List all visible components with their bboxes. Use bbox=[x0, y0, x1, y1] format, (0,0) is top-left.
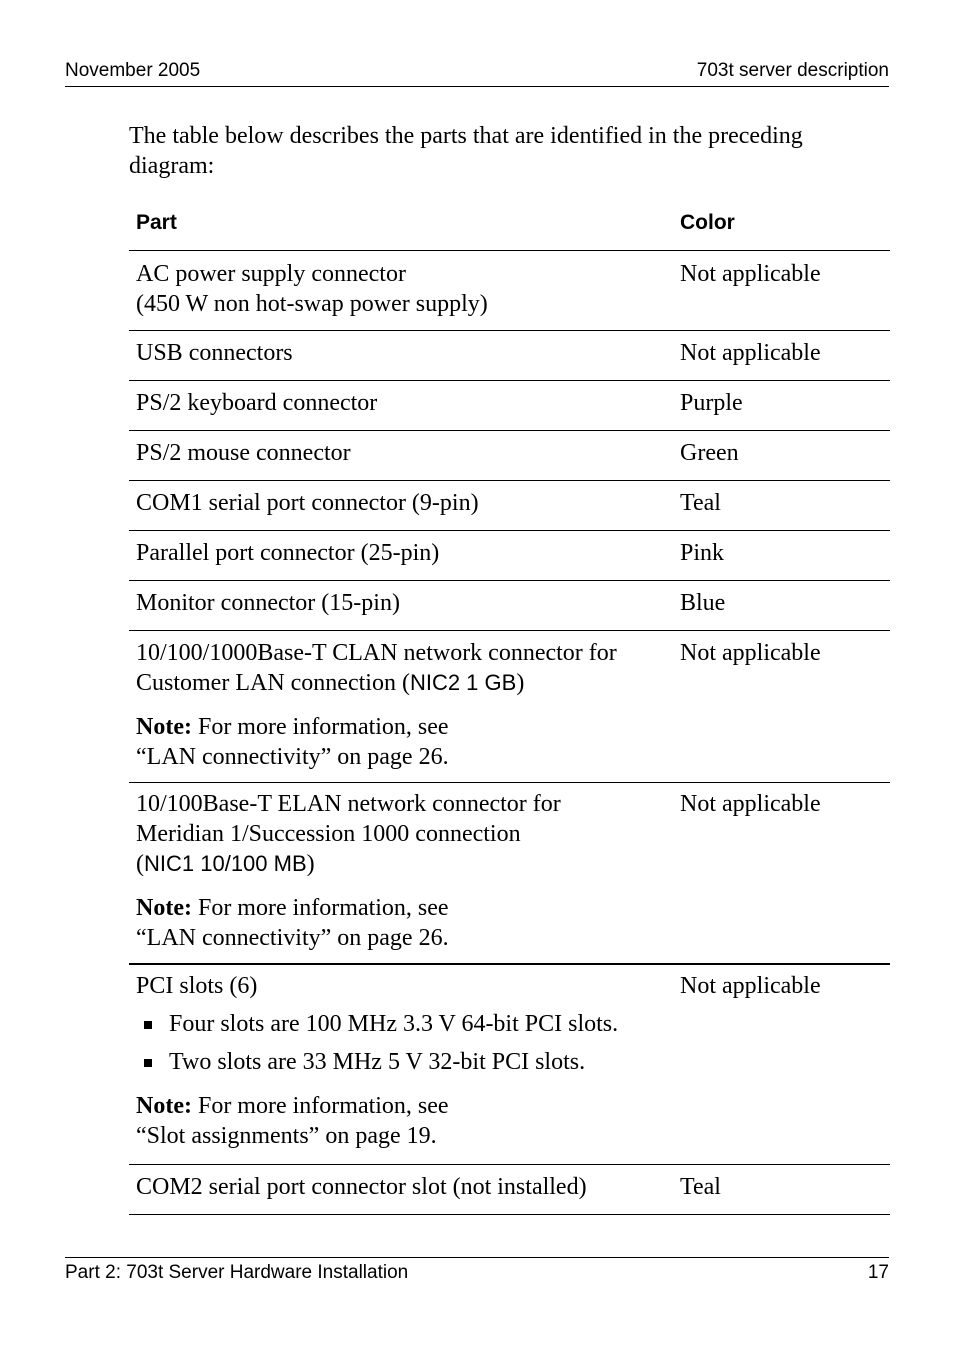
color-cell: Not applicable bbox=[680, 973, 821, 999]
table-row bbox=[129, 431, 890, 481]
part-cell bbox=[136, 971, 671, 1151]
table-row bbox=[129, 965, 890, 1165]
list-item-text: Two slots are 33 MHz 5 V 32-bit PCI slots. bbox=[169, 1049, 586, 1075]
note bbox=[136, 893, 671, 953]
part-cell bbox=[136, 259, 671, 319]
part-text-segment: ) bbox=[306, 851, 315, 877]
list-item bbox=[136, 1047, 671, 1077]
part-text: 10/100Base-T ELAN network connector for bbox=[136, 791, 561, 817]
color-cell: Teal bbox=[680, 1174, 721, 1200]
table-row bbox=[129, 783, 890, 965]
part-cell: USB connectors bbox=[136, 340, 293, 366]
page-header bbox=[65, 58, 889, 87]
header-title: 703t server description bbox=[696, 60, 889, 81]
color-cell: Purple bbox=[680, 390, 743, 416]
part-text-segment: Customer LAN connection ( bbox=[136, 670, 410, 696]
color-cell: Teal bbox=[680, 490, 721, 516]
part-cell bbox=[136, 789, 671, 953]
table-row bbox=[129, 381, 890, 431]
note-text: For more information, see bbox=[191, 895, 449, 921]
color-cell: Not applicable bbox=[680, 791, 821, 817]
list-item-text: Four slots are 100 MHz 3.3 V 64-bit PCI slots. bbox=[169, 1011, 619, 1037]
list-item bbox=[136, 1009, 671, 1039]
part-text: (450 W non hot-swap power supply) bbox=[136, 291, 488, 317]
bullet-square-icon bbox=[144, 1059, 152, 1067]
table-row bbox=[129, 531, 890, 581]
note bbox=[136, 712, 671, 772]
note bbox=[136, 1091, 671, 1151]
header-date: November 2005 bbox=[65, 60, 201, 81]
intro-paragraph: The table below describes the parts that are identified in the preceding diagram: bbox=[129, 123, 803, 179]
part-cell: Parallel port connector (25-pin) bbox=[136, 540, 440, 566]
note-label: Note: bbox=[136, 714, 192, 740]
part-text: PCI slots (6) bbox=[136, 973, 258, 999]
table-header-row bbox=[129, 200, 890, 251]
part-text: Meridian 1/Succession 1000 connection bbox=[136, 821, 521, 847]
part-cell bbox=[136, 638, 671, 772]
part-cell: PS/2 mouse connector bbox=[136, 440, 351, 466]
part-text: 10/100/1000Base-T CLAN network connector for bbox=[136, 640, 617, 666]
parts-table bbox=[129, 200, 890, 1215]
color-cell: Not applicable bbox=[680, 340, 821, 366]
color-cell: Not applicable bbox=[680, 640, 821, 666]
table-row bbox=[129, 581, 890, 631]
page-number: 17 bbox=[867, 1262, 889, 1283]
table-row bbox=[129, 331, 890, 381]
note-reference: “Slot assignments” on page 19. bbox=[136, 1123, 437, 1149]
note-reference: “LAN connectivity” on page 26. bbox=[136, 925, 449, 951]
note-label: Note: bbox=[136, 1093, 192, 1119]
table-row bbox=[129, 631, 890, 783]
color-cell: Green bbox=[680, 440, 739, 466]
footer-section-title: Part 2: 703t Server Hardware Installation bbox=[65, 1262, 409, 1283]
note-text: For more information, see bbox=[191, 1093, 449, 1119]
column-header-part: Part bbox=[136, 211, 177, 234]
part-cell: COM2 serial port connector slot (not installed) bbox=[136, 1174, 587, 1200]
note-label: Note: bbox=[136, 895, 192, 921]
part-text bbox=[136, 668, 671, 698]
part-text-segment: ( bbox=[136, 851, 144, 877]
nic-label: NIC1 10/100 MB bbox=[144, 851, 307, 876]
note-text: For more information, see bbox=[191, 714, 449, 740]
color-cell: Not applicable bbox=[680, 261, 821, 287]
nic-label: NIC2 1 GB bbox=[409, 670, 517, 695]
part-cell: Monitor connector (15-pin) bbox=[136, 590, 400, 616]
part-cell: COM1 serial port connector (9-pin) bbox=[136, 490, 479, 516]
table-row bbox=[129, 251, 890, 331]
table-row bbox=[129, 481, 890, 531]
color-cell: Blue bbox=[680, 590, 726, 616]
part-text bbox=[136, 849, 671, 879]
table-row bbox=[129, 1165, 890, 1215]
note-reference: “LAN connectivity” on page 26. bbox=[136, 744, 449, 770]
part-text-segment: ) bbox=[516, 670, 525, 696]
page-footer bbox=[65, 1257, 889, 1283]
color-cell: Pink bbox=[680, 540, 725, 566]
column-header-color: Color bbox=[680, 211, 735, 234]
bullet-square-icon bbox=[144, 1021, 152, 1029]
part-text: AC power supply connector bbox=[136, 261, 406, 287]
part-cell: PS/2 keyboard connector bbox=[136, 390, 378, 416]
